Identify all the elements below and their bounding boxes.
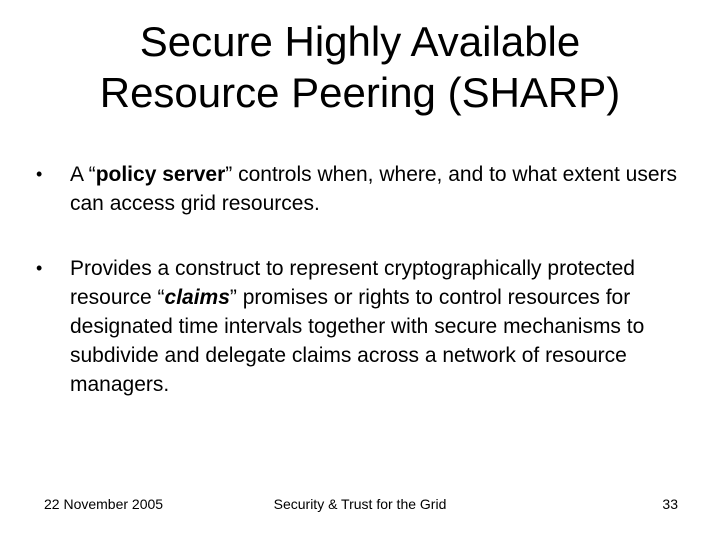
bullet-text-post: ” controls when, where, and to what extent users can access grid resources.	[70, 163, 678, 215]
bullet-list	[36, 160, 686, 435]
slide-title	[0, 16, 720, 118]
bullet-text-pre: Provides a construct to represent cryptographically protected resource “	[70, 257, 635, 309]
bullet-text-bold-italic: claims	[164, 286, 230, 309]
bullet-marker: •	[36, 164, 43, 184]
bullet-text-bold: policy server	[95, 163, 226, 186]
bullet-text-pre: A “	[70, 163, 96, 186]
slide-title-line-2: Resource Peering (SHARP)	[99, 69, 621, 116]
footer-page-number: 33	[662, 496, 678, 512]
bullet-item-policy-server	[36, 160, 686, 218]
footer-date: 22 November 2005	[44, 496, 164, 512]
bullet-text-post: ” promises or rights to control resources for designated time intervals together with secure mechanisms to subdivide and delegate claims across a network of resource managers.	[70, 286, 645, 396]
slide-title-line-1: Secure Highly Available	[139, 18, 581, 65]
footer-title: Security & Trust for the Grid	[273, 496, 447, 512]
bullet-marker: •	[36, 258, 43, 278]
bullet-item-claims	[36, 254, 686, 399]
